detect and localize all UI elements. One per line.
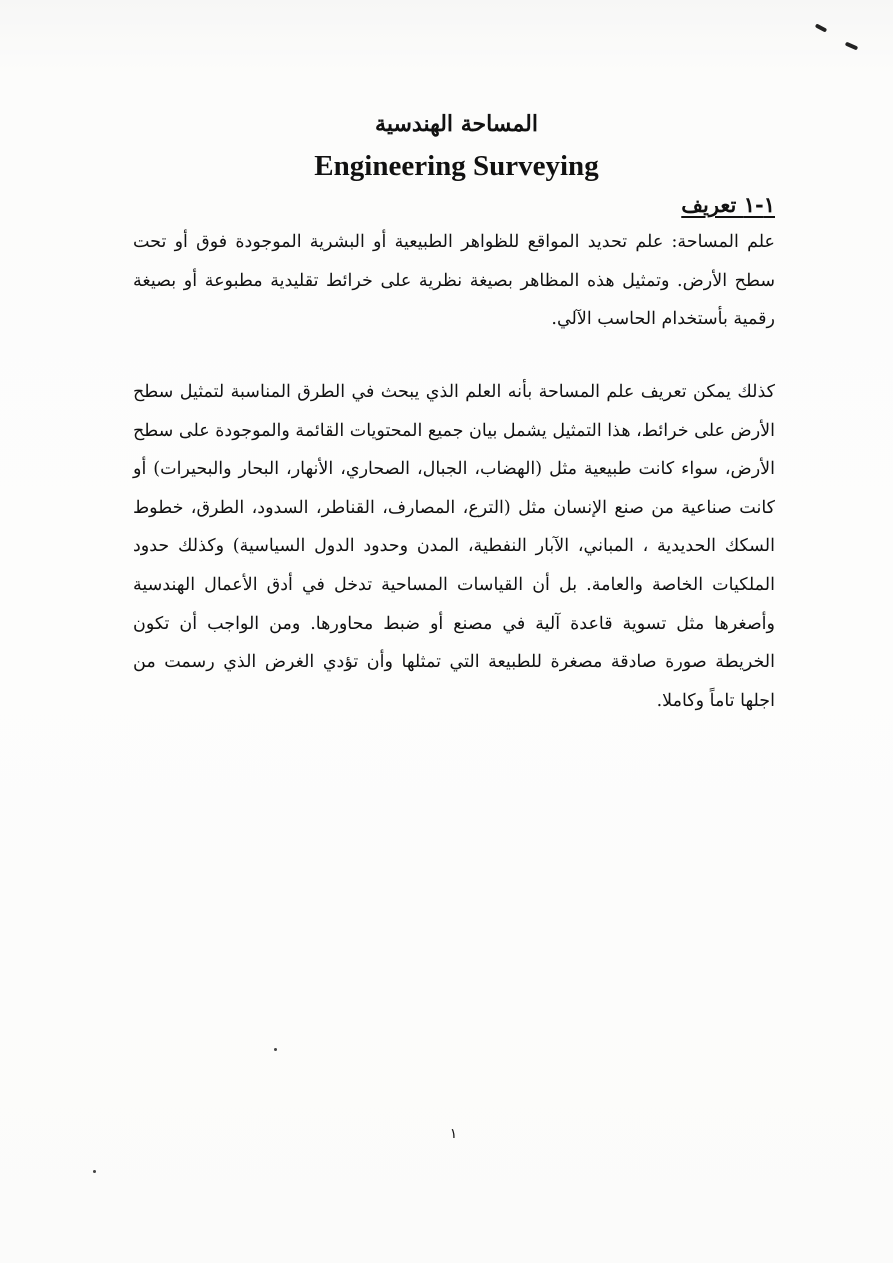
scan-speck — [93, 1170, 96, 1173]
scan-mark — [815, 23, 827, 32]
scan-mark — [845, 42, 859, 51]
section-heading: ١-١ تعريف — [681, 192, 775, 217]
page-number: ١ — [449, 1126, 458, 1142]
english-title: Engineering Surveying — [314, 150, 599, 182]
scan-speck — [274, 1048, 277, 1051]
arabic-title: المساحة الهندسية — [375, 111, 538, 137]
definition-paragraph: علم المساحة: علم تحديد المواقع للظواهر الطبيعية أو البشرية الموجودة فوق أو تحت سطح الأرض. وتمثيل هذه المظاهر بصيغة نظرية على خرائط تقليدية مطبوعة أو بصيغة رقمية بأستخدام الحاسب الآلي. — [133, 232, 775, 330]
description-paragraph: كذلك يمكن تعريف علم المساحة بأنه العلم الذي يبحث في الطرق المناسبة لتمثيل سطح الأرض على خرائط، هذا التمثيل يشمل بيان جميع المحتويات القائمة والموجودة على سطح الأرض، سواء كانت طبيعية مثل (الهضاب، الجبال، الصحاري، الأنهار، البحار والبحيرات) أو كانت صناعية من صنع الإنسان مثل (الترع، المصارف، القناطر، السدود، الطرق، خطوط السكك الحديدية ، المباني، الآبار النفطية، المدن وحدود الدول السياسية) وكذلك حدود الملكيات الخاصة والعامة. بل أن القياسات المساحية تدخل في أدق الأعمال الهندسية وأصغرها مثل تسوية قاعدة آلية في مصنع أو ضبط محاورها. ومن الواجب أن تكون الخريطة صورة صادقة مصغرة للطبيعة التي تمثلها وأن تؤدي الغرض الذي رسمت من اجلها تاماً وكاملا. — [132, 382, 775, 711]
